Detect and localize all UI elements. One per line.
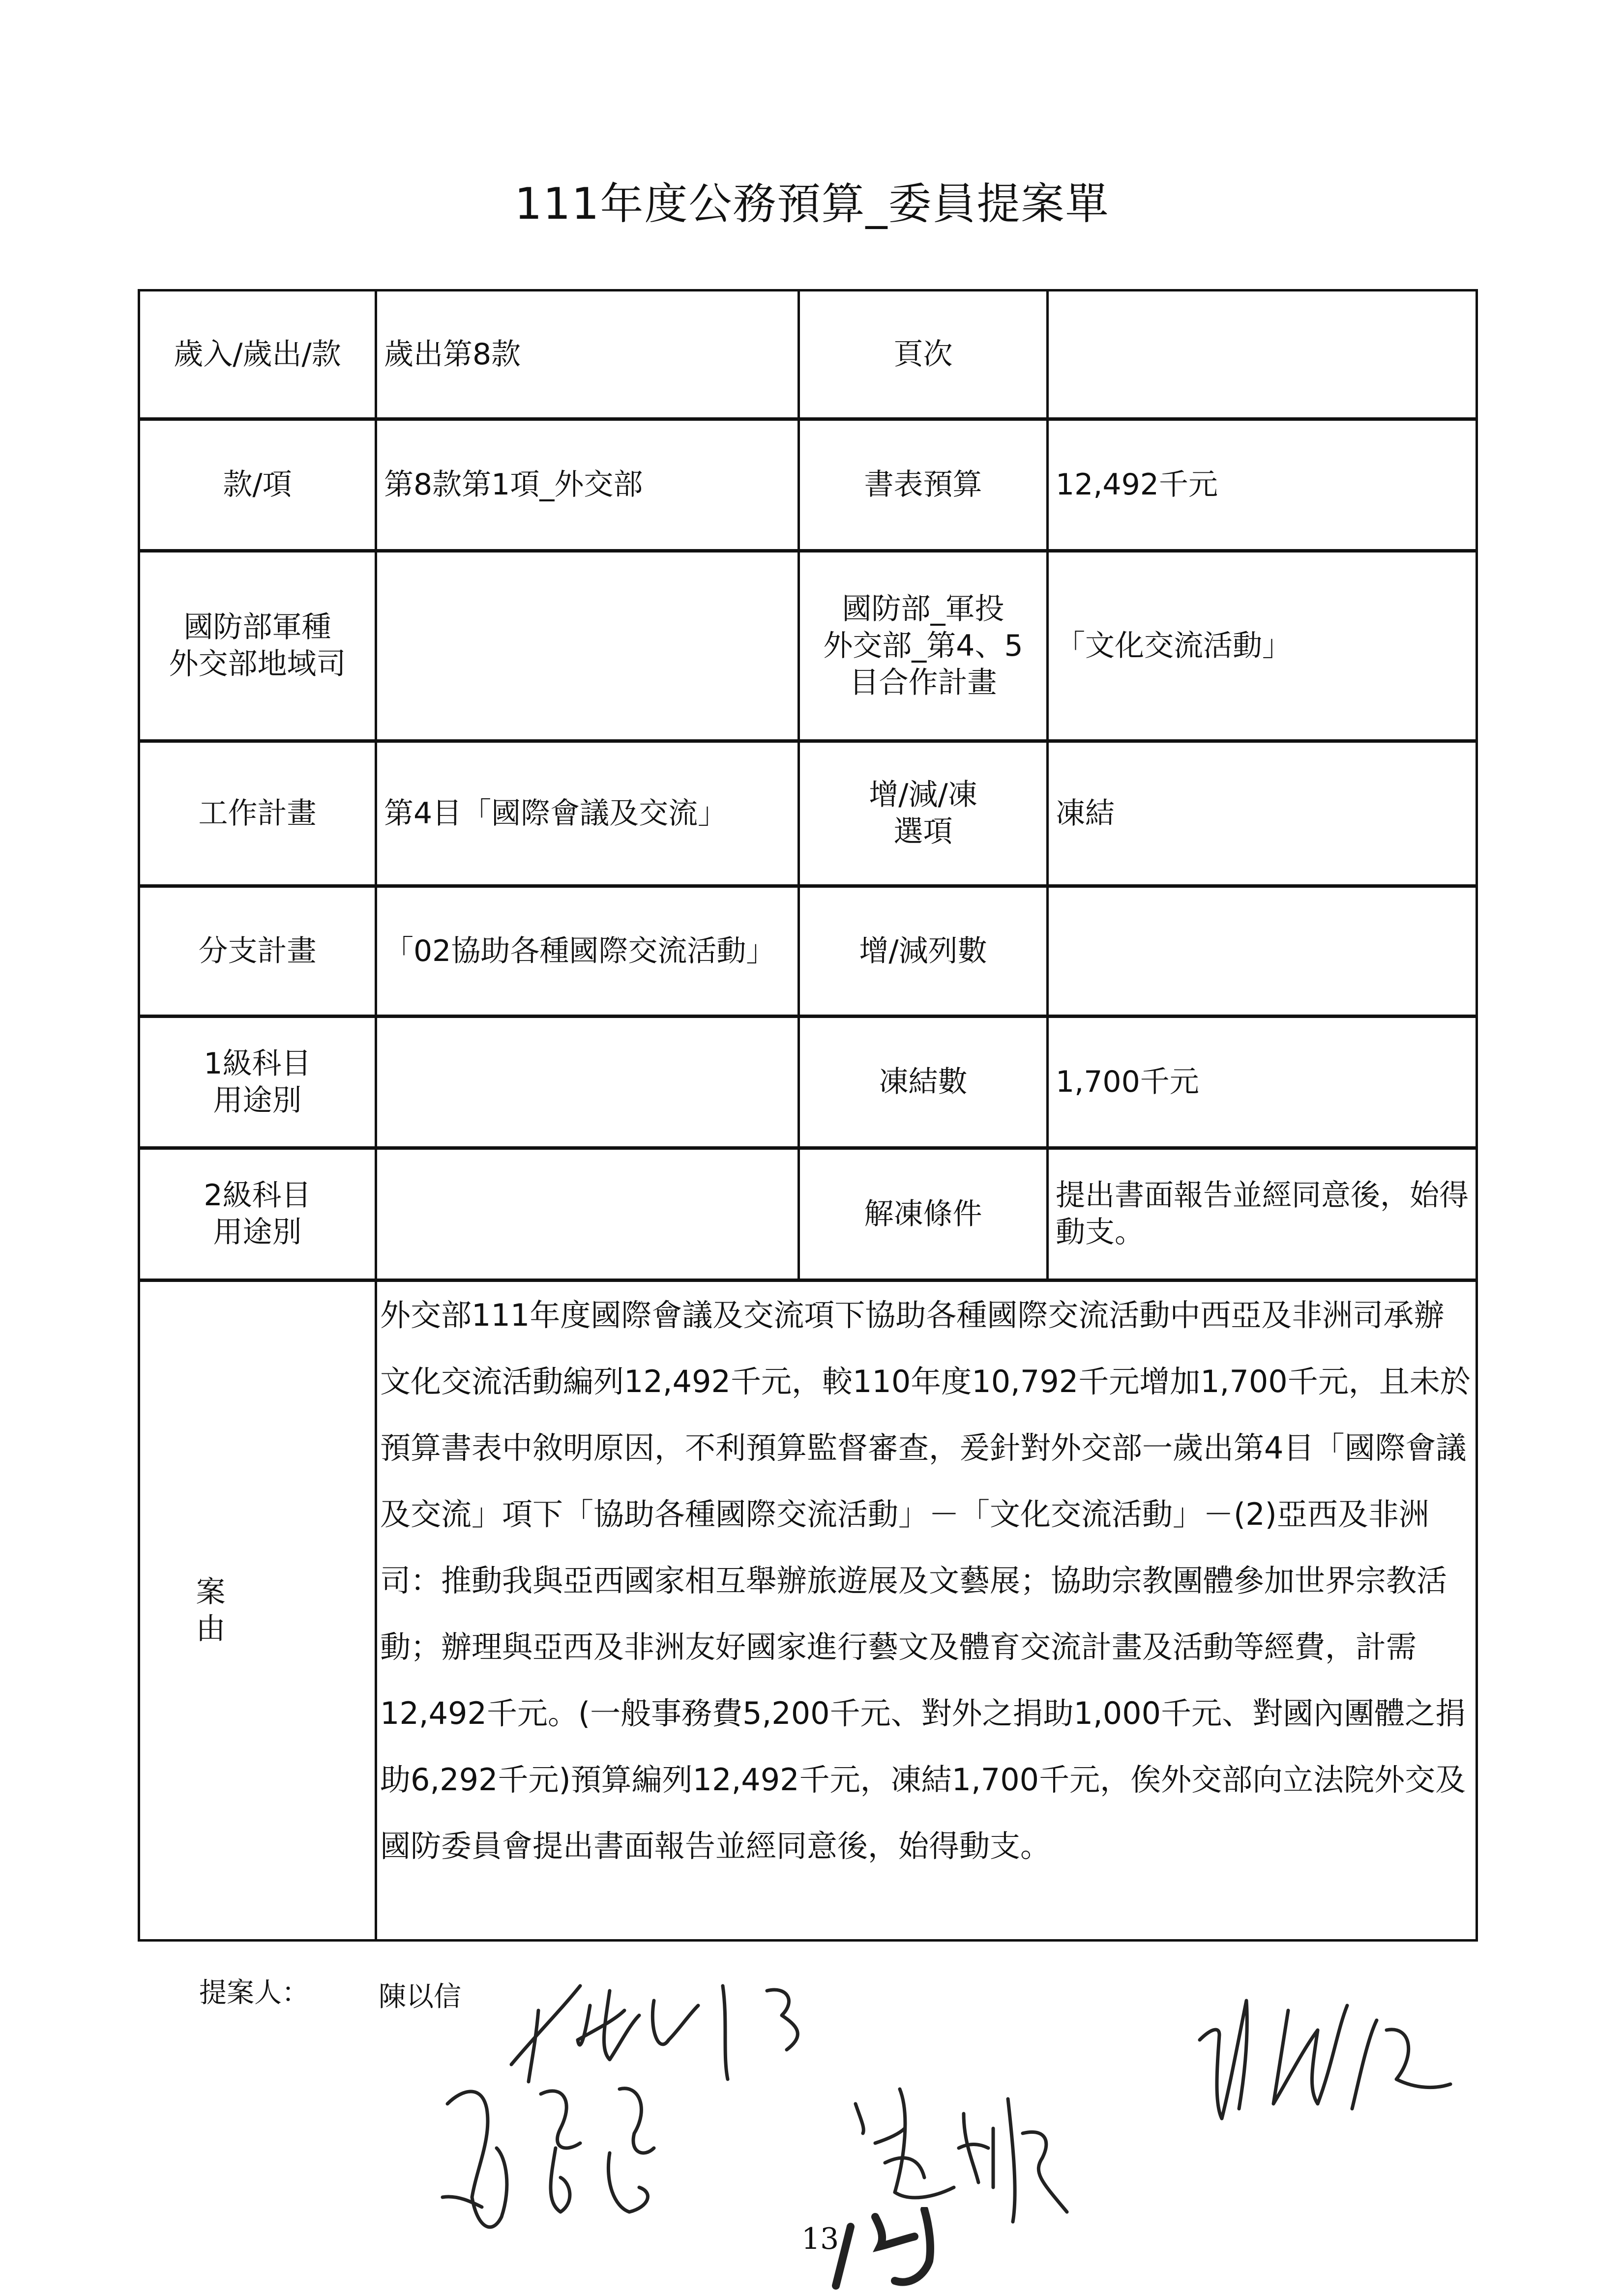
field-label: 工作計畫	[139, 741, 376, 886]
label-line: 國防部軍種	[183, 610, 331, 644]
form-row	[139, 419, 1477, 551]
form-row	[139, 741, 1477, 886]
reason-label-cell	[139, 1280, 376, 1941]
field-value	[376, 551, 799, 741]
label-line: 外交部_第4、5	[823, 628, 1023, 663]
handwritten-signature-icon	[1190, 1991, 1544, 2158]
field-label: 凍結數	[799, 1017, 1048, 1148]
proposal-form-table	[138, 289, 1478, 1942]
field-label: 頁次	[799, 291, 1048, 419]
label-line: 選項	[893, 814, 953, 849]
field-label: 書表預算	[799, 419, 1048, 551]
label-line: 1級科目	[204, 1046, 311, 1081]
field-label	[139, 1017, 376, 1148]
field-value: 歲出第8款	[376, 291, 799, 419]
field-label: 歲入/歲出/款	[139, 291, 376, 419]
label-line: 外交部地域司	[169, 647, 346, 681]
field-label: 款/項	[139, 419, 376, 551]
field-value	[1048, 291, 1477, 419]
field-label	[799, 741, 1048, 886]
handwritten-signature-icon	[433, 2079, 787, 2246]
label-line: 用途別	[213, 1215, 302, 1250]
label-line: 2級科目	[204, 1178, 311, 1213]
field-value	[1048, 886, 1477, 1017]
form-row	[139, 291, 1477, 419]
field-label: 解凍條件	[799, 1148, 1048, 1280]
field-label: 分支計畫	[139, 886, 376, 1017]
form-row	[139, 886, 1477, 1017]
field-value: 「02協助各種國際交流活動」	[376, 886, 799, 1017]
field-label: 增/減列數	[799, 886, 1048, 1017]
reason-text: 外交部111年度國際會議及交流項下協助各種國際交流活動中西亞及非洲司承辦文化交流活動編列12,492千元，較110年度10,792千元增加1,700千元，且未於預算書表中敘明原因，不利預算監督審查，爰針對外交部一歲出第4目「國際會議及交流」項下「協助各種國際交流活動」－「文化交流活動」－(2)亞西及非洲司：推動我與亞西國家相互舉辦旅遊展及文藝展；協助宗教團體參加世界宗教活動；辦理與亞西及非洲友好國家進行藝文及體育交流計畫及活動等經費，計需12,492千元。(一般事務費5,200千元、對外之捐助1,000千元、對國內團體之捐助6,292千元)預算編列12,492千元，凍結1,700千元，俟外交部向立法院外交及國防委員會提出書面報告並經同意後，始得動支。	[376, 1280, 1477, 1941]
form-row	[139, 1017, 1477, 1148]
label-line: 增/減/凍	[869, 778, 977, 812]
field-label	[799, 551, 1048, 741]
field-value: 12,492千元	[1048, 419, 1477, 551]
field-value: 1,700千元	[1048, 1017, 1477, 1148]
form-row	[139, 1148, 1477, 1280]
label-line: 用途別	[213, 1083, 302, 1118]
proposer-label: 提案人：	[199, 1977, 309, 2009]
reason-label: 案由	[196, 1574, 319, 1646]
label-line: 國防部_軍投	[842, 591, 1004, 626]
proposer-name: 陳以信	[379, 1981, 461, 2013]
form-row	[139, 551, 1477, 741]
label-line: 目合作計畫	[849, 665, 997, 700]
field-value: 第4目「國際會議及交流」	[376, 741, 799, 886]
field-value: 第8款第1項_外交部	[376, 419, 799, 551]
field-value: 提出書面報告並經同意後，始得動支。	[1048, 1148, 1477, 1280]
handwritten-signature-icon	[492, 1981, 846, 2089]
field-value: 「文化交流活動」	[1048, 551, 1477, 741]
field-label	[139, 1148, 376, 1280]
handwritten-page-number-icon	[831, 2207, 959, 2291]
field-value: 凍結	[1048, 741, 1477, 886]
reason-row	[139, 1280, 1477, 1941]
field-label	[139, 551, 376, 741]
field-value	[376, 1148, 799, 1280]
document-title: 111年度公務預算_委員提案單	[514, 178, 1110, 229]
field-value	[376, 1017, 799, 1148]
page-number: 13	[801, 2222, 839, 2256]
